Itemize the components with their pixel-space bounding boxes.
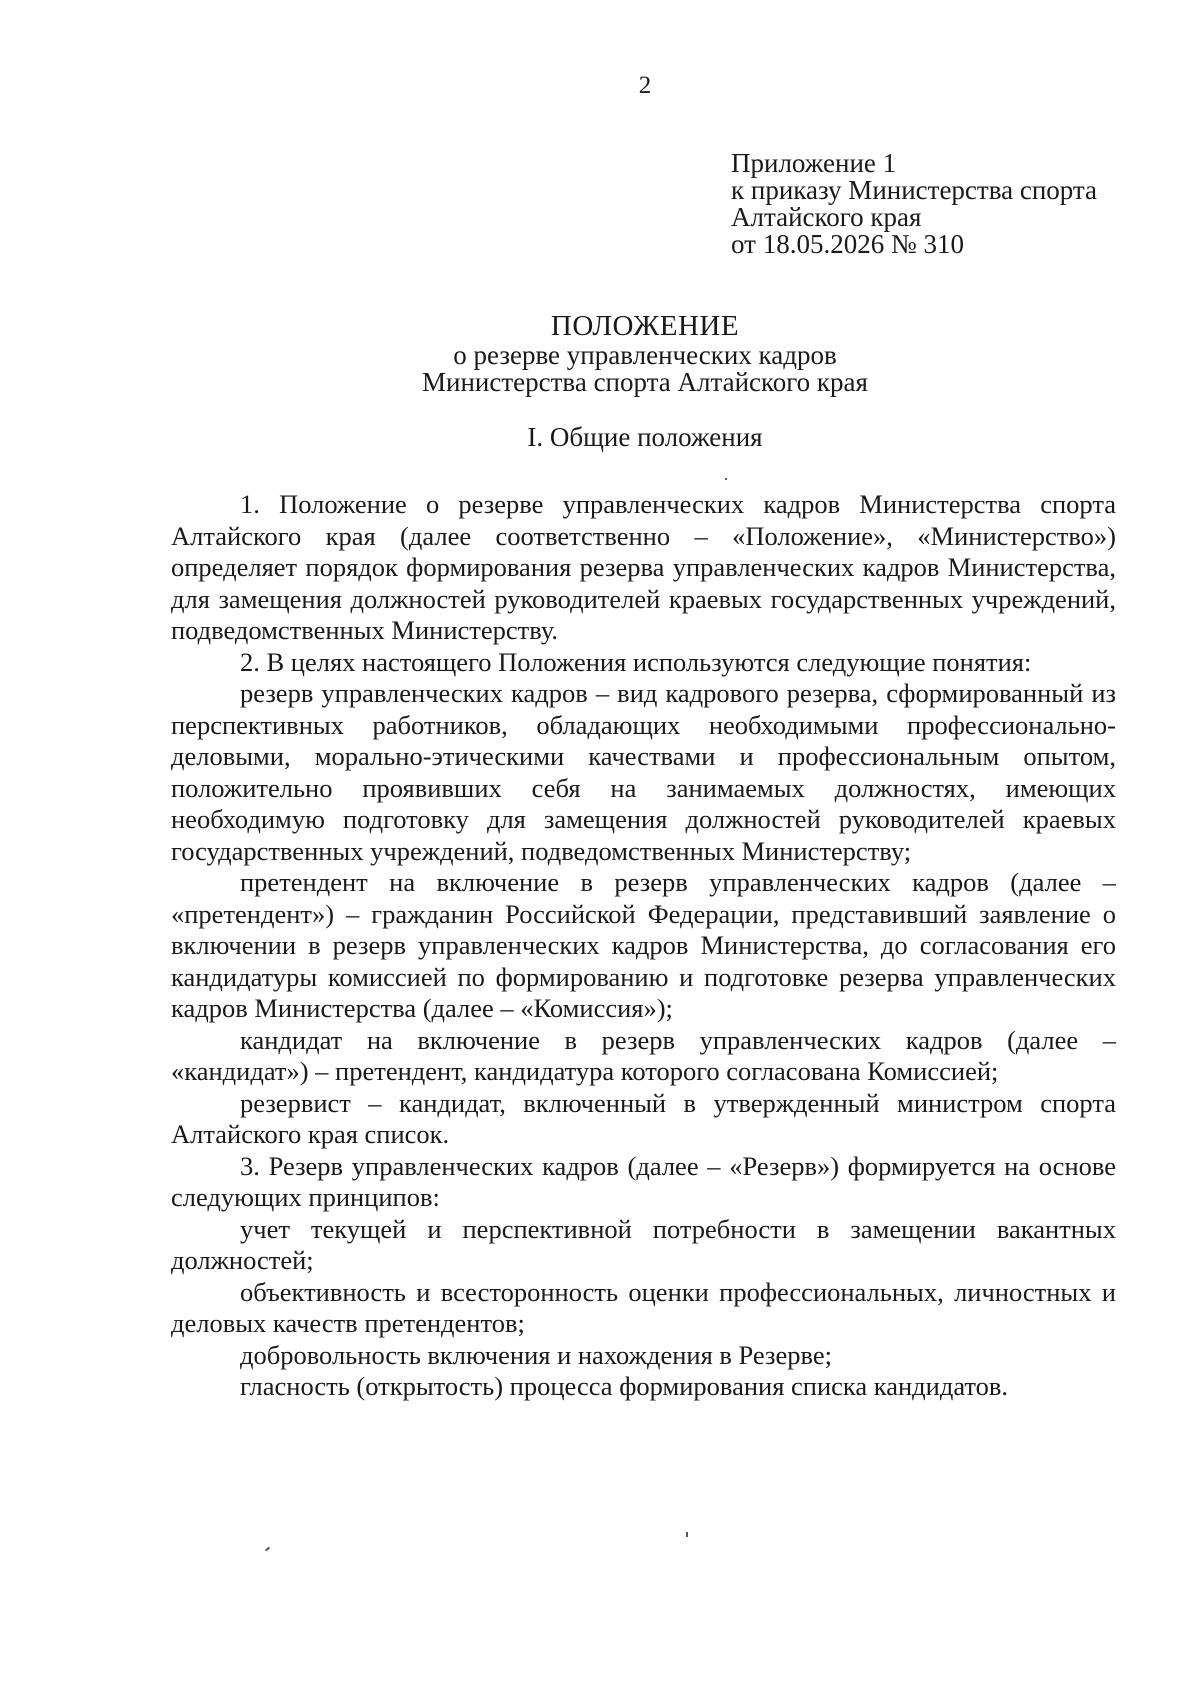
paragraph: учет текущей и перспективной потребности в замещении вакантных должностей;	[171, 1213, 1116, 1275]
document-body	[171, 489, 1116, 1403]
paragraph: 1. Положение о резерве управленческих кадров Министерства спорта Алтайского края (далее соответственно – «Положение», «Министерство») определяет порядок формирования резерва управленческих кадров Министерства, для замещения должностей руководителей краевых государственных учреждений, подведомственных Министерству.	[171, 489, 1116, 645]
document-title: ПОЛОЖЕНИЕ	[550, 310, 740, 342]
paragraph: кандидат на включение в резерв управленческих кадров (далее – «кандидат») – претендент, кандидатура которого согласована Комиссией;	[171, 1024, 1116, 1086]
appendix-line: Алтайского края	[731, 202, 922, 232]
document-title-block	[0, 310, 1200, 396]
paragraph: 3. Резерв управленческих кадров (далее – «Резерв») формируется на основе следующих принципов:	[171, 1150, 1116, 1212]
scan-speck	[686, 1532, 688, 1537]
document-subtitle: о резерве управленческих кадров	[453, 340, 837, 370]
appendix-block	[731, 150, 1097, 258]
paragraph: гласность (открытость) процесса формирования списка кандидатов.	[240, 1371, 1009, 1401]
paragraph: 2. В целях настоящего Положения используются следующие понятия:	[240, 646, 1032, 677]
appendix-date-number: от 18.05.2026 № 310	[731, 229, 964, 259]
paragraph: резерв управленческих кадров – вид кадрового резерва, сформированный из перспективных работников, обладающих необходимыми профессионально-деловыми, морально-этическими качествами и профессиональным опытом, положительно проявивших себя на занимаемых должностях, имеющих необходимую подготовку для замещения должностей руководителей краевых государственных учреждений, подведомственных Министерству;	[171, 678, 1116, 866]
scan-speck	[725, 478, 727, 480]
section-heading: I. Общие положения	[527, 422, 763, 452]
paragraph: добровольность включения и нахождения в Резерве;	[240, 1339, 832, 1370]
paragraph: претендент на включение в резерв управленческих кадров (далее – «претендент») – гражданин Российской Федерации, представивший заявление о включении в резерв управленческих кадров Министерства, до согласования его кандидатуры комиссией по формированию и подготовке резерва управленческих кадров Министерства (далее – «Комиссия»);	[171, 867, 1116, 1023]
appendix-line: к приказу Министерства спорта	[731, 175, 1098, 205]
scan-speck	[265, 1547, 270, 1552]
paragraph: резервист – кандидат, включенный в утвержденный министром спорта Алтайского края список.	[171, 1087, 1116, 1149]
document-subtitle: Министерства спорта Алтайского края	[422, 367, 868, 397]
page-number: 2	[638, 72, 652, 99]
paragraph: объективность и всесторонность оценки профессиональных, личностных и деловых качеств претендентов;	[171, 1276, 1116, 1338]
appendix-line: Приложение 1	[731, 148, 897, 178]
